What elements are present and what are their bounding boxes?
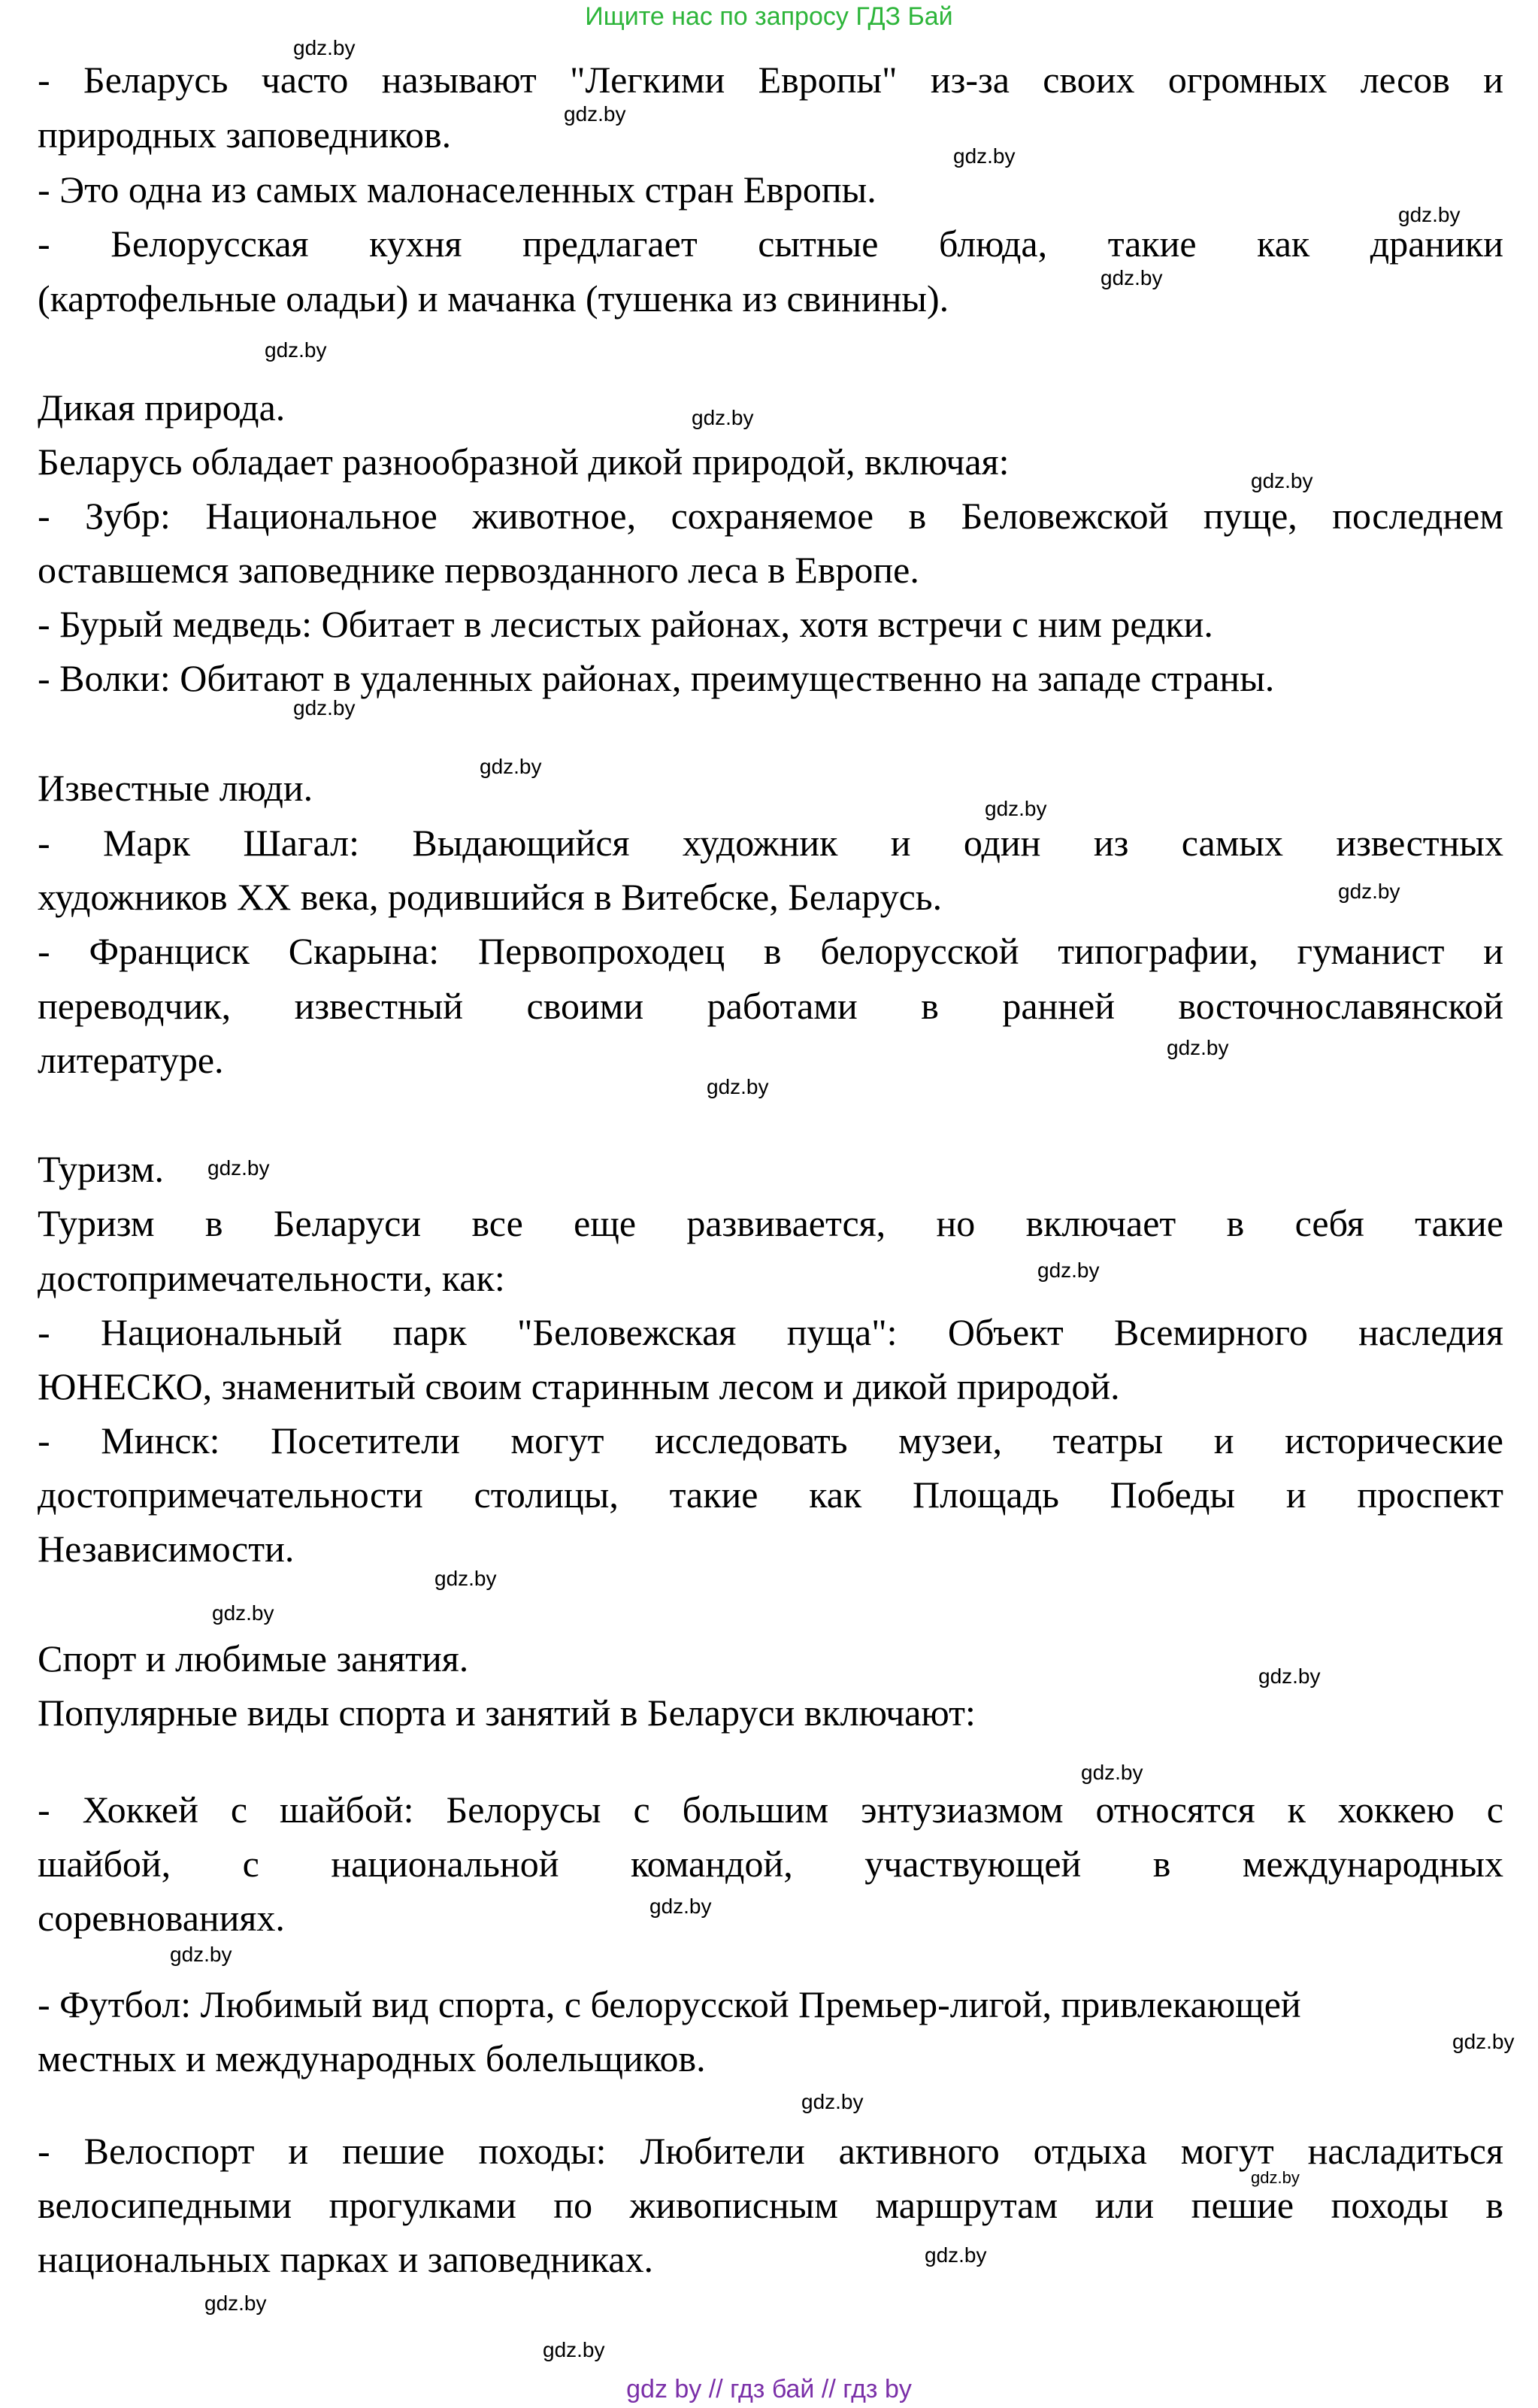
watermark: gdz.by (1338, 880, 1400, 903)
watermark: gdz.by (434, 1567, 497, 1590)
text-line: Популярные виды спорта и занятий в Беларуси включают: (38, 1692, 976, 1734)
text-line: - Велоспорт и пешие походы: Любители активного отдыха могут насладиться (38, 2130, 1503, 2172)
watermark: gdz.by (1101, 266, 1163, 289)
section-heading-famous-people: Известные люди. (38, 767, 313, 809)
text-line: - Национальный парк "Беловежская пуща": Объект Всемирного наследия (38, 1311, 1503, 1353)
text-line: достопримечательности, как: (38, 1257, 505, 1299)
text-line: Туризм в Беларуси все еще развивается, но включает в себя такие (38, 1202, 1503, 1244)
watermark: gdz.by (707, 1075, 769, 1098)
watermark: gdz.by (543, 2338, 605, 2361)
text-line: Беларусь обладает разнообразной дикой природой, включая: (38, 441, 1010, 483)
watermark: gdz.by (293, 36, 356, 59)
watermark: gdz.by (265, 338, 327, 362)
watermark: gdz.by (649, 1895, 712, 1918)
text-line: национальных парках и заповедниках. (38, 2238, 653, 2280)
text-line: шайбой, с национальной командой, участвующей в международных (38, 1843, 1503, 1885)
watermark: gdz.by (925, 2243, 987, 2267)
watermark: gdz.by (1251, 469, 1313, 492)
watermark: gdz.by (692, 406, 754, 429)
text-line: - Это одна из самых малонаселенных стран Европы. (38, 168, 876, 211)
text-line: - Бурый медведь: Обитает в лесистых районах, хотя встречи с ним редки. (38, 603, 1213, 645)
watermark: gdz.by (480, 755, 542, 778)
text-line: - Хоккей с шайбой: Белорусы с большим энтузиазмом относятся к хоккею с (38, 1789, 1503, 1831)
section-heading-wildlife: Дикая природа. (38, 386, 286, 429)
text-line: велосипедными прогулками по живописным маршрутам или пешие походы в (38, 2184, 1503, 2226)
text-line: оставшемся заповеднике первозданного леса в Европе. (38, 549, 919, 591)
text-line: Независимости. (38, 1528, 295, 1570)
text-line: (картофельные оладьи) и мачанка (тушенка из свинины). (38, 277, 949, 320)
text-line: достопримечательности столицы, такие как Площадь Победы и проспект (38, 1474, 1503, 1516)
text-line: - Волки: Обитают в удаленных районах, преимущественно на западе страны. (38, 657, 1275, 699)
text-line: соревнованиях. (38, 1897, 285, 1939)
watermark: gdz.by (1452, 2030, 1515, 2053)
text-line: ЮНЕСКО, знаменитый своим старинным лесом и дикой природой. (38, 1365, 1120, 1407)
watermark: gdz.by (1251, 2168, 1300, 2187)
text-line: - Беларусь часто называют "Легкими Европы" из-за своих огромных лесов и (38, 59, 1503, 101)
watermark: gdz.by (1167, 1036, 1229, 1059)
watermark: gdz.by (1398, 203, 1461, 226)
watermark: gdz.by (985, 797, 1047, 820)
text-line: - Футбол: Любимый вид спорта, с белорусской Премьер-лигой, привлекающей (38, 1983, 1301, 2025)
site-footer-links[interactable]: gdz by // гдз бай // гдз by (626, 2375, 912, 2403)
text-line: местных и международных болельщиков. (38, 2037, 706, 2079)
text-line: - Франциск Скарына: Первопроходец в белорусской типографии, гуманист и (38, 930, 1503, 972)
text-line: - Минск: Посетители могут исследовать музеи, театры и исторические (38, 1419, 1503, 1461)
text-line: литературе. (38, 1039, 224, 1081)
watermark: gdz.by (801, 2090, 864, 2113)
watermark: gdz.by (204, 2291, 267, 2315)
text-line: - Зубр: Национальное животное, сохраняемое в Беловежской пуще, последнем (38, 495, 1503, 537)
text-line: переводчик, известный своими работами в ранней восточнославянской (38, 985, 1503, 1027)
watermark: gdz.by (293, 696, 356, 719)
text-line: - Марк Шагал: Выдающийся художник и один из самых известных (38, 822, 1503, 864)
text-line: художников XX века, родившийся в Витебске, Беларусь. (38, 876, 943, 918)
watermark: gdz.by (1037, 1259, 1100, 1282)
watermark: gdz.by (1258, 1664, 1321, 1688)
section-heading-tourism: Туризм. (38, 1148, 164, 1190)
watermark: gdz.by (212, 1601, 274, 1625)
site-banner[interactable]: Ищите нас по запросу ГДЗ Бай (585, 2, 953, 31)
watermark: gdz.by (170, 1943, 232, 1966)
text-line: природных заповедников. (38, 114, 452, 156)
watermark: gdz.by (953, 144, 1016, 168)
watermark: gdz.by (207, 1156, 270, 1180)
watermark: gdz.by (564, 102, 626, 126)
text-line: - Белорусская кухня предлагает сытные блюда, такие как драники (38, 223, 1503, 265)
section-heading-sport: Спорт и любимые занятия. (38, 1637, 469, 1680)
watermark: gdz.by (1081, 1761, 1143, 1784)
